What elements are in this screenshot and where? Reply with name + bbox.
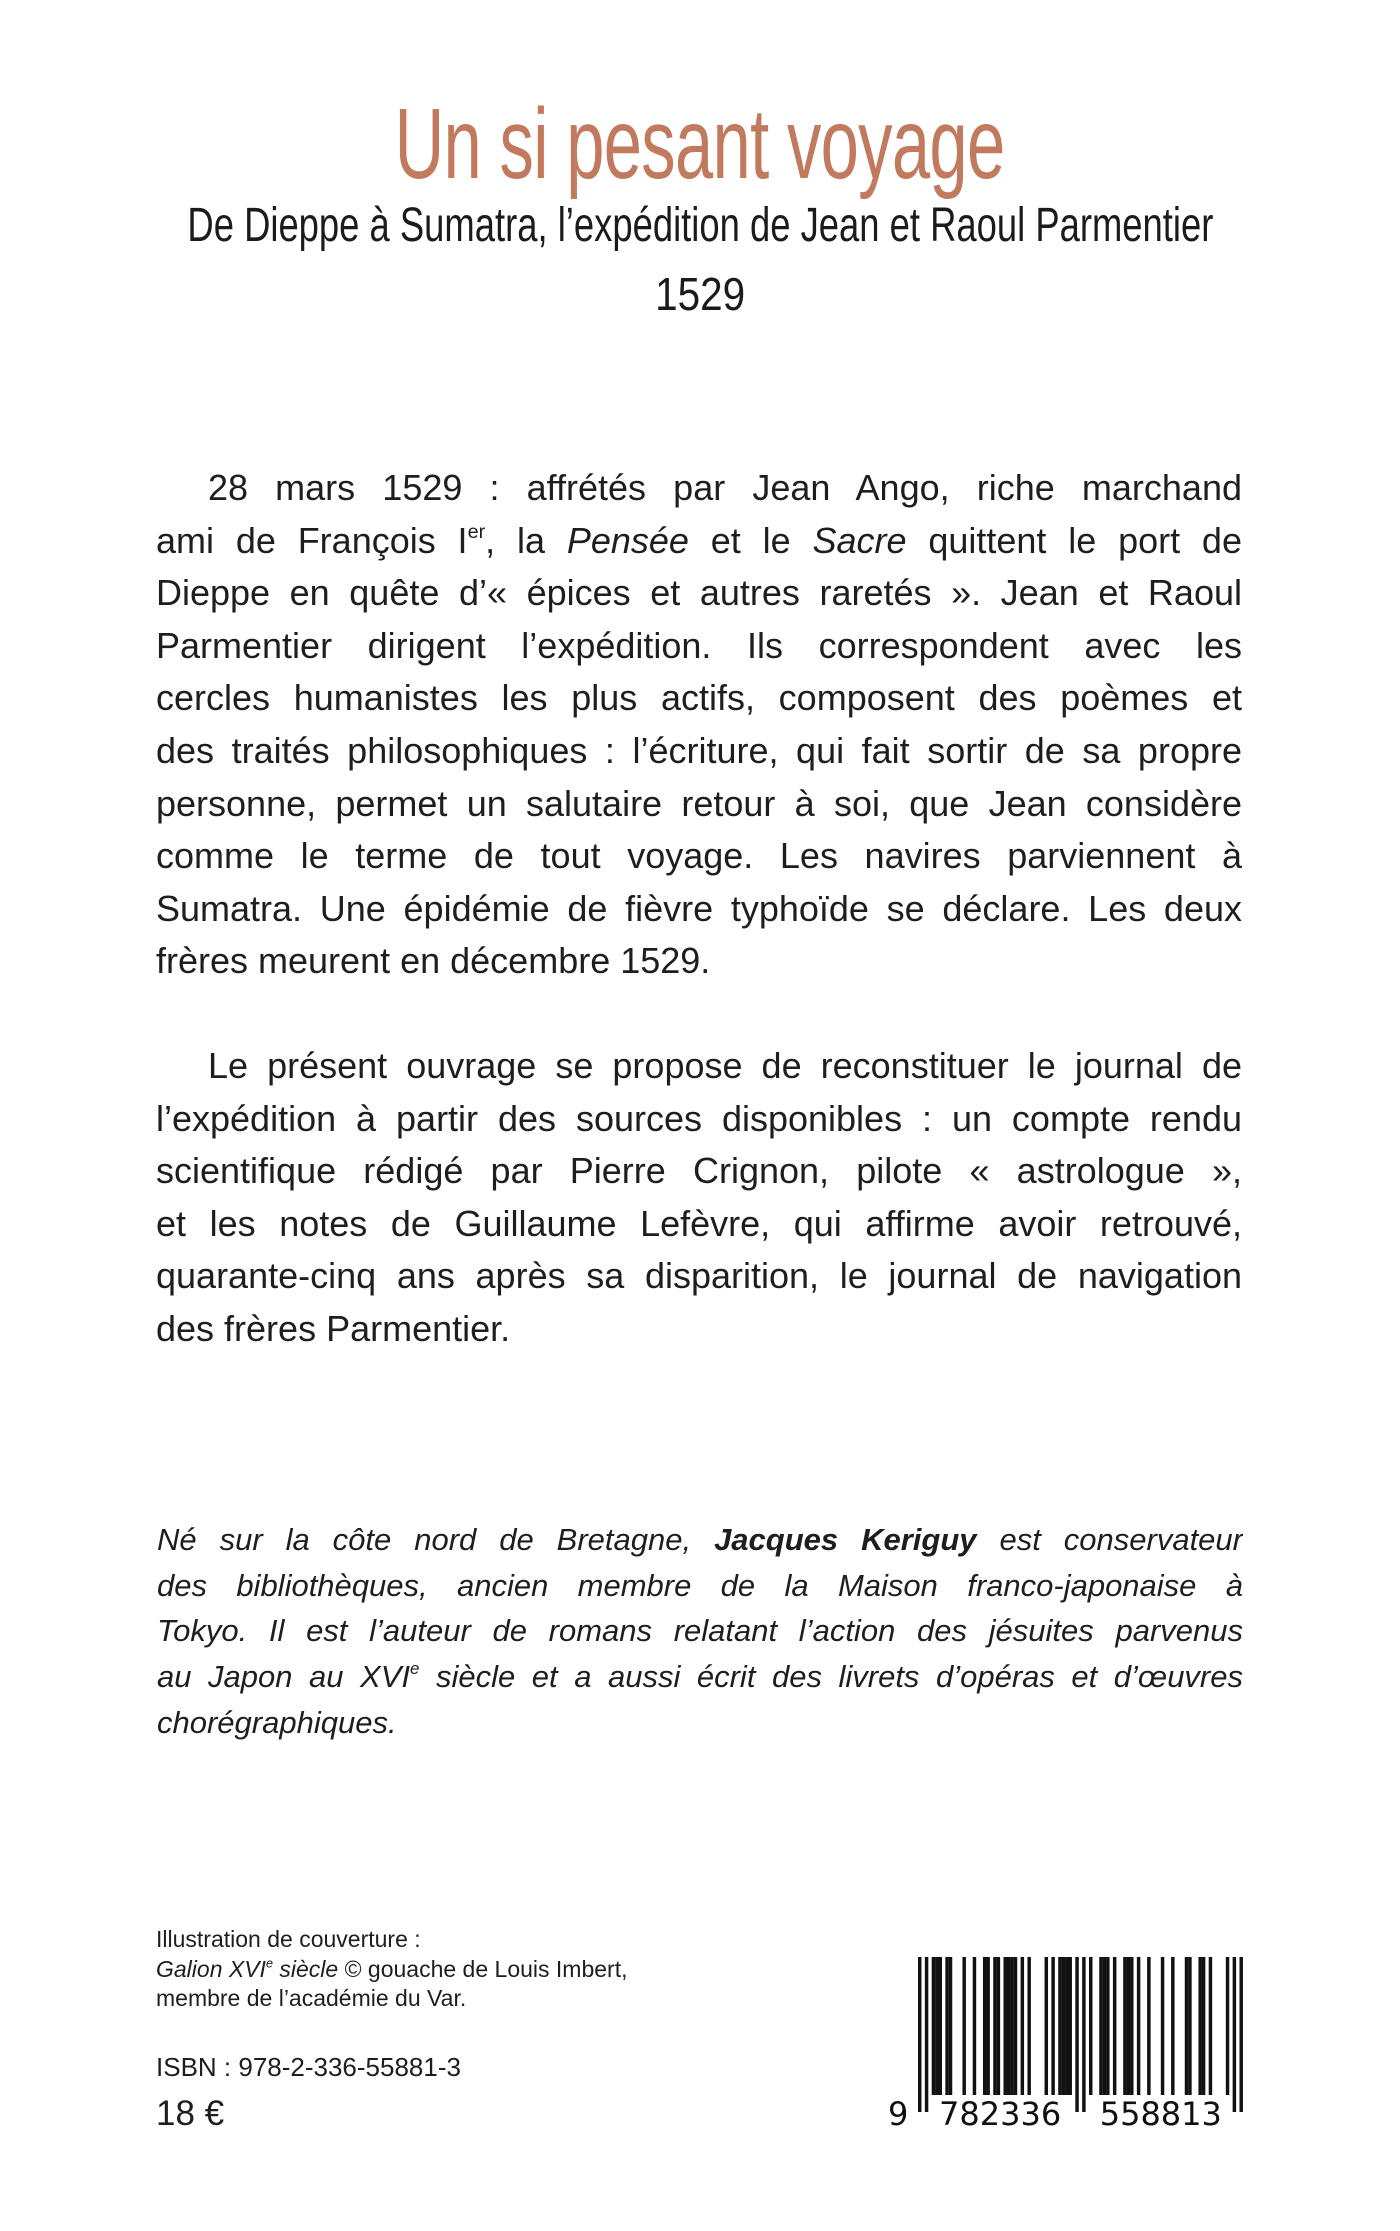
book-subtitle-text: De Dieppe à Sumatra, l’expédition de Jean et Raoul Parmentier <box>187 199 1213 252</box>
ean13-barcode <box>880 1950 1260 2140</box>
text-line <box>156 567 1242 620</box>
text-line <box>156 515 1242 568</box>
price: 18 € <box>156 2094 225 2133</box>
book-title-text: Un si pesant voyage <box>395 88 1005 200</box>
text-segment: et les notes de Guillaume Lefèvre, qui affirme avoir retrouvé, <box>156 1202 1242 1244</box>
text-line <box>157 1700 1243 1746</box>
book-subtitle <box>0 196 1400 256</box>
text-line <box>156 1093 1242 1146</box>
author-name: Jacques Keriguy <box>714 1522 977 1557</box>
text-line <box>156 1303 1242 1356</box>
text-segment: des frères Parmentier. <box>156 1307 511 1349</box>
text-segment: chorégraphiques. <box>157 1704 397 1740</box>
summary-paragraph-1 <box>156 462 1242 988</box>
text-line <box>156 883 1242 936</box>
text-line <box>156 620 1242 673</box>
text-line <box>157 1517 1243 1563</box>
text-line <box>156 462 1242 515</box>
text-segment: scientifique rédigé par Pierre Crignon, pilote « astrologue », <box>156 1150 1242 1192</box>
text-line <box>156 778 1242 831</box>
text-line <box>156 830 1242 883</box>
text-segment: Le présent ouvrage se propose de reconstituer le journal de <box>208 1045 1242 1086</box>
isbn: ISBN : 978-2-336-55881-3 <box>156 2052 461 2082</box>
text-segment: 28 mars 1529 : affrétés par Jean Ango, riche marchand <box>208 467 1242 508</box>
text-segment: ami de François I <box>156 519 468 561</box>
text-line <box>157 1654 1243 1700</box>
book-year-text: 1529 <box>654 268 746 320</box>
illustration-title-sup: e <box>265 1956 273 1971</box>
text-segment: au Japon au XVI <box>157 1659 410 1695</box>
text-segment: des bibliothèques, ancien membre de la Maison franco-japonaise à <box>157 1567 1243 1603</box>
barcode-left-digits: 782336 <box>939 2095 1062 2133</box>
text-segment: quittent le port de <box>906 519 1242 561</box>
superscript-segment: er <box>467 520 486 543</box>
text-line <box>156 725 1242 778</box>
superscript-segment: e <box>410 1659 420 1679</box>
summary-paragraph-2 <box>156 1040 1242 1356</box>
text-segment: siècle et a aussi écrit des livrets d’opéras et d’œuvres <box>419 1659 1243 1695</box>
text-line <box>157 1608 1243 1654</box>
book-title <box>0 84 1400 204</box>
text-line <box>156 672 1242 725</box>
barcode-right-digits: 558813 <box>1099 2095 1222 2133</box>
text-line <box>156 1250 1242 1303</box>
text-segment: l’expédition à partir des sources disponibles : un compte rendu <box>156 1097 1242 1139</box>
illustration-label: Illustration de couverture : <box>156 1926 421 1952</box>
text-segment: Sumatra. Une épidémie de fièvre typhoïde se déclare. Les deux <box>156 887 1242 929</box>
illustration-title-end: siècle <box>272 1955 339 1982</box>
text-segment: et le <box>688 519 813 561</box>
ship-name-sacre: Sacre <box>812 519 907 561</box>
text-segment: des traités philosophiques : l’écriture, qui fait sortir de sa propre <box>156 729 1242 771</box>
text-segment: cercles humanistes les plus actifs, composent des poèmes et <box>156 677 1242 719</box>
text-line <box>156 1198 1242 1251</box>
text-line <box>156 935 1242 988</box>
illustration-credit-line <box>156 1955 627 1985</box>
ship-name-pensee: Pensée <box>566 519 689 561</box>
barcode-icon <box>880 1950 1260 2140</box>
cover-illustration-credit <box>156 1925 627 2014</box>
barcode-first-digit: 9 <box>888 2095 909 2133</box>
text-line <box>156 1145 1242 1198</box>
illustration-title: Galion XVI <box>156 1955 266 1982</box>
illustration-credit: © gouache de Louis Imbert, <box>338 1955 628 1982</box>
text-segment: , la <box>485 519 567 561</box>
text-segment: est conservateur <box>976 1522 1243 1557</box>
illustration-credit-line-2: membre de l’académie du Var. <box>156 1985 467 2011</box>
book-year <box>0 266 1400 322</box>
text-segment: comme le terme de tout voyage. Les navires parviennent à <box>156 835 1242 877</box>
text-segment: Parmentier dirigent l’expédition. Ils correspondent avec les <box>156 624 1242 666</box>
text-segment: Dieppe en quête d’« épices et autres raretés ». Jean et Raoul <box>156 572 1242 614</box>
text-segment: personne, permet un salutaire retour à soi, que Jean considère <box>156 782 1242 824</box>
author-bio <box>157 1517 1243 1745</box>
text-segment: frères meurent en décembre 1529. <box>156 940 711 982</box>
text-segment: Tokyo. Il est l’auteur de romans relatant l’action des jésuites parvenus <box>157 1613 1243 1649</box>
text-line <box>156 1040 1242 1093</box>
text-segment: Né sur la côte nord de Bretagne, <box>157 1522 715 1557</box>
text-segment: quarante-cinq ans après sa disparition, le journal de navigation <box>156 1255 1242 1297</box>
text-line <box>157 1563 1243 1609</box>
